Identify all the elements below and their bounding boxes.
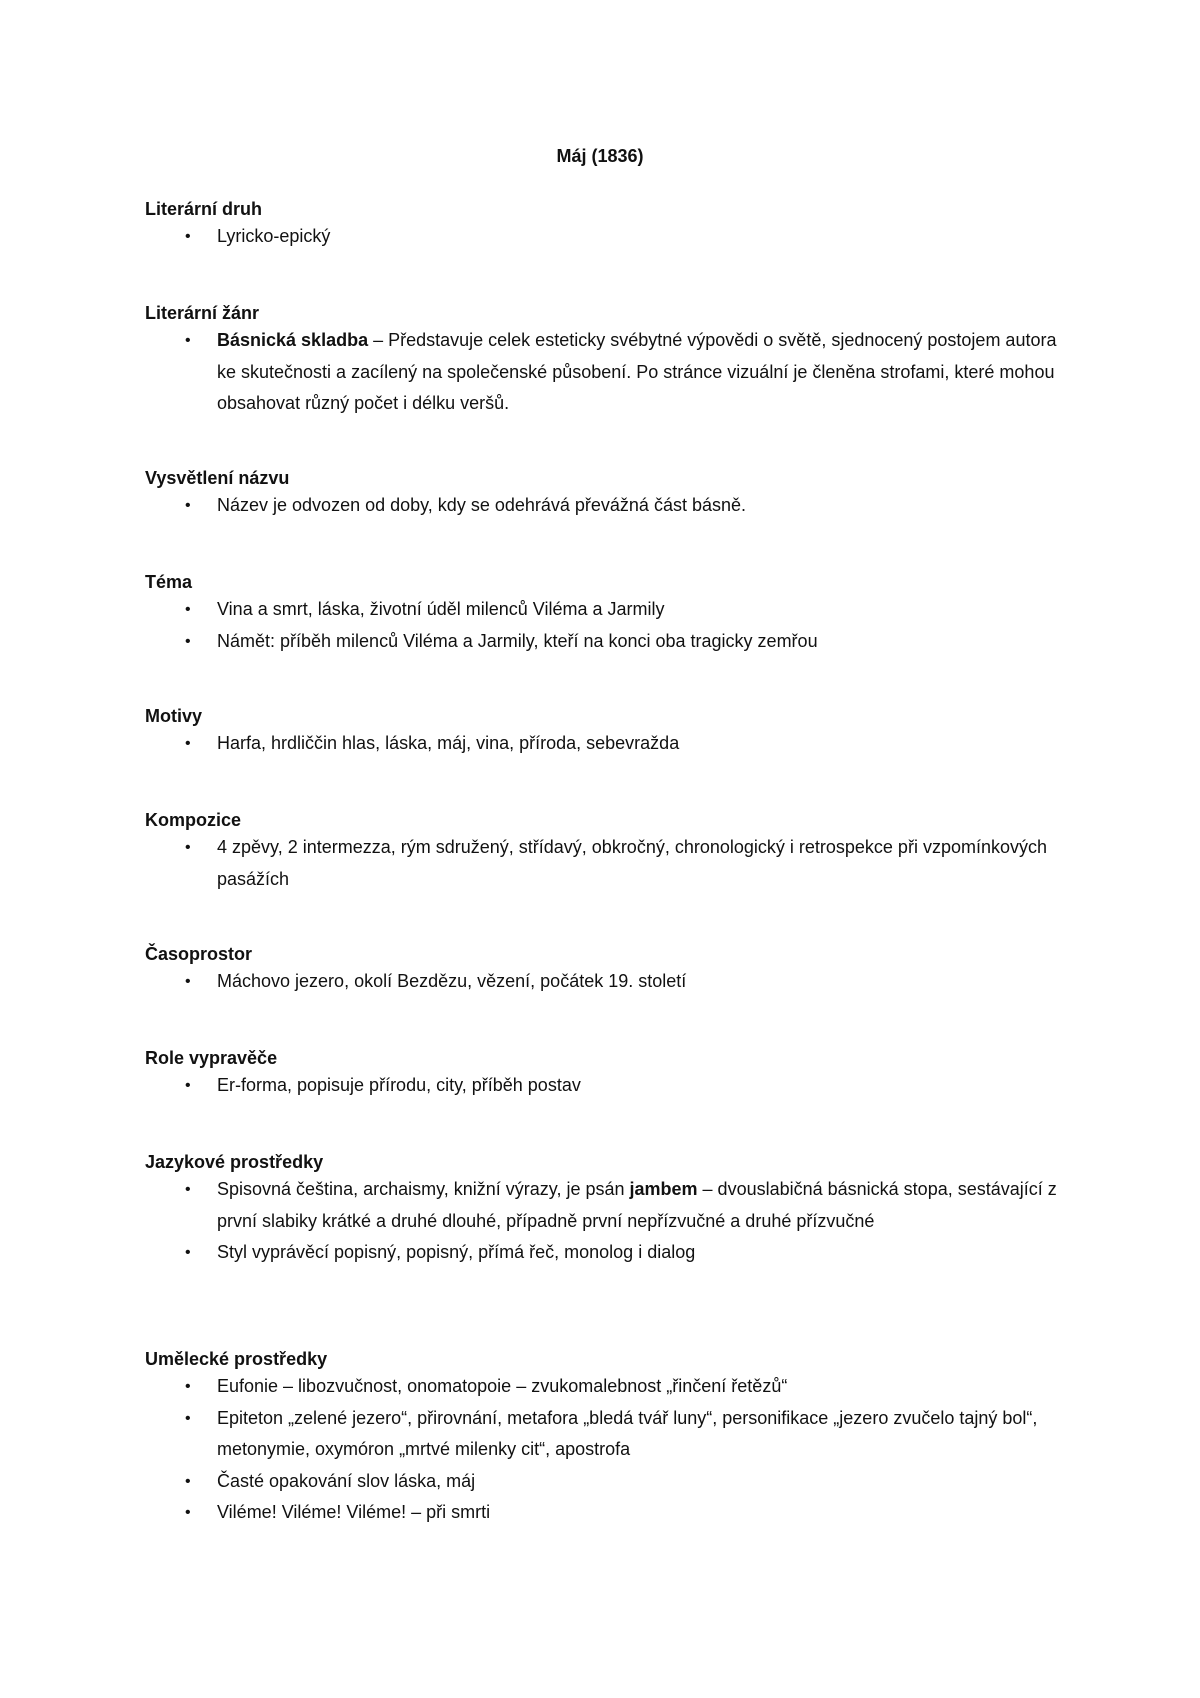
section-narrator-role xyxy=(145,1046,1075,1102)
document-title: Máj (1836) xyxy=(556,146,644,166)
bullet-icon: • xyxy=(185,228,191,245)
bullet-icon: • xyxy=(185,1409,191,1427)
bullet-icon: • xyxy=(185,332,191,349)
list-item: • Lyricko-epický xyxy=(145,221,1075,253)
section-heading: Role vypravěče xyxy=(145,1048,278,1068)
bullet-list xyxy=(145,221,1075,253)
list-item: • Epiteton „zelené jezero“, přirovnání, metafora „bledá tvář luny“, personifikace „jezero zvučelo tajný bol“, metonymie, oxymóron „mrtvé milenky cit“, apostrofa xyxy=(145,1403,1075,1466)
list-item: • Máchovo jezero, okolí Bezdězu, vězení, počátek 19. století xyxy=(145,966,1075,998)
section-heading: Vysvětlení názvu xyxy=(145,468,290,488)
list-item: • Básnická skladba – Představuje celek esteticky svébytné výpovědi o světě, sjednocený postojem autora ke skutečnosti a zacílený na společenské působení. Po stránce vizuální je členěna strofami, které mohou obsahovat různý počet i délku veršů. xyxy=(145,325,1075,420)
section-chronotope xyxy=(145,942,1075,998)
section-heading: Literární žánr xyxy=(145,303,260,323)
bullet-list xyxy=(145,728,1075,760)
list-item: • Námět: příběh milenců Viléma a Jarmily, kteří na konci oba tragicky zemřou xyxy=(145,626,1075,658)
section-literary-genre xyxy=(145,301,1075,420)
bullet-icon: • xyxy=(185,1077,191,1094)
bullet-list xyxy=(145,1174,1075,1269)
bullet-icon: • xyxy=(185,839,191,856)
section-artistic-devices xyxy=(145,1347,1075,1529)
bullet-icon: • xyxy=(185,973,191,990)
list-item: • Časté opakování slov láska, máj xyxy=(145,1466,1075,1498)
section-heading: Časoprostor xyxy=(145,944,253,964)
bullet-list xyxy=(145,1070,1075,1102)
section-heading: Kompozice xyxy=(145,810,242,830)
list-item: • Styl vyprávěcí popisný, popisný, přímá řeč, monolog i dialog xyxy=(145,1237,1075,1269)
list-item: • Harfa, hrdliččin hlas, láska, máj, vina, příroda, sebevražda xyxy=(145,728,1075,760)
bullet-list xyxy=(145,832,1075,895)
section-heading: Literární druh xyxy=(145,199,263,219)
section-title-explanation xyxy=(145,466,1075,522)
list-item: • Název je odvozen od doby, kdy se odehrává převážná část básně. xyxy=(145,490,1075,522)
bullet-icon: • xyxy=(185,1472,191,1490)
bullet-list xyxy=(145,1371,1075,1529)
bullet-icon: • xyxy=(185,1378,191,1395)
list-item: • Eufonie – libozvučnost, onomatopoie – zvukomalebnost „řinčení řetězů“ xyxy=(145,1371,1075,1403)
bullet-icon: • xyxy=(185,1181,191,1198)
list-item: • 4 zpěvy, 2 intermezza, rým sdružený, střídavý, obkročný, chronologický i retrospekce při vzpomínkových pasážích xyxy=(145,832,1075,895)
bullet-icon: • xyxy=(185,497,191,514)
list-item: • Er-forma, popisuje přírodu, city, příběh postav xyxy=(145,1070,1075,1102)
section-theme xyxy=(145,570,1075,657)
list-item: • Vina a smrt, láska, životní úděl milenců Viléma a Jarmily xyxy=(145,594,1075,626)
section-heading: Jazykové prostředky xyxy=(145,1152,324,1172)
bullet-icon: • xyxy=(185,1244,191,1261)
section-heading: Umělecké prostředky xyxy=(145,1349,328,1369)
bullet-icon: • xyxy=(185,601,191,618)
bullet-icon: • xyxy=(185,1504,191,1521)
section-heading: Motivy xyxy=(145,706,203,726)
bullet-list xyxy=(145,490,1075,522)
section-literary-type xyxy=(145,197,1075,253)
bullet-icon: • xyxy=(185,632,191,650)
bullet-list xyxy=(145,966,1075,998)
list-item: • Spisovná čeština, archaismy, knižní výrazy, je psán jambem – dvouslabičná básnická stopa, sestávající z první slabiky krátké a druhé dlouhé, případně první nepřízvučné a druhé přízvučné xyxy=(145,1174,1075,1237)
section-language-devices xyxy=(145,1150,1075,1269)
bullet-list xyxy=(145,325,1075,420)
bullet-icon: • xyxy=(185,735,191,752)
section-motifs xyxy=(145,704,1075,760)
list-item: • Viléme! Viléme! Viléme! – při smrti xyxy=(145,1497,1075,1529)
bullet-list xyxy=(145,594,1075,657)
section-heading: Téma xyxy=(145,572,193,592)
section-composition xyxy=(145,808,1075,895)
